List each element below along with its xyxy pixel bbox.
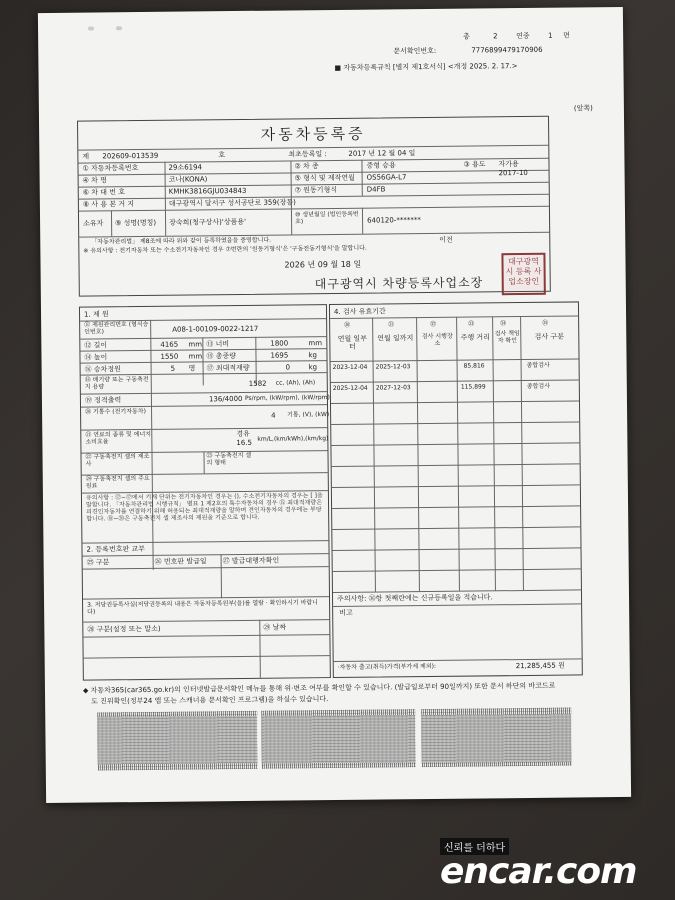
page-unit: 면 — [563, 31, 570, 40]
cert-no-value: 202609-013539 — [102, 151, 159, 161]
manufacture-date: 2017-10 — [498, 168, 528, 178]
owner-label: 소유자 — [83, 219, 104, 228]
power-label: ⑲ 정격출력 — [84, 396, 122, 405]
vin-label: ⑥ 차 대 번 호 — [82, 188, 126, 197]
plate-no-label: ① 자동차등록번호 — [82, 164, 139, 173]
model-date-label: ⑤ 형식 및 제작연월 — [294, 173, 355, 183]
height-value: 1550 — [160, 352, 179, 361]
official-seal: 대구광역시 등록 사업소장인 — [501, 253, 545, 295]
max-load-unit: kg — [308, 363, 318, 372]
height-label: ⑭ 높이 — [84, 353, 108, 362]
page-label: 연중 — [516, 31, 530, 41]
max-load-value: 0 — [285, 363, 291, 372]
length-unit: mm — [188, 340, 203, 349]
specs-title: 1. 제 원 — [83, 310, 109, 319]
encar-watermark — [440, 836, 637, 892]
fuel-value: 경유 — [236, 429, 250, 439]
vehicle-class-value: 중형 승용 — [366, 161, 396, 170]
issuer-name: 대구광역시 차량등록사업소장 — [314, 275, 484, 292]
insp-row2-from: 2025-12-04 — [332, 384, 368, 393]
certificate-title: 자동차등록증 — [260, 124, 366, 144]
efficiency-value: 16.5 — [236, 438, 253, 448]
seats-value: 5 — [170, 364, 176, 373]
model-value: OS56GA-L7 — [366, 173, 407, 182]
punch-hole — [88, 26, 94, 30]
cert-no-suffix: 호 — [218, 151, 226, 160]
displacement-unit: cc, (Ah), (Ah) — [275, 379, 316, 387]
length-value: 4165 — [160, 340, 179, 349]
plate-no-value: 29소6194 — [168, 163, 203, 172]
fuel-label: ㉑ 연료의 종류 및 에너지소비효율 — [85, 430, 152, 446]
insp-col-km-num: ㉝ — [468, 320, 475, 328]
price-value: 21,285,455 원 — [515, 661, 565, 671]
car-name-value: 코나(KONA) — [168, 175, 208, 184]
spec-id-label: ⑪ 제원관리번호 (형식승인번호) — [84, 320, 149, 336]
gross-weight-value: 1695 — [270, 351, 289, 360]
barcode-2 — [261, 709, 416, 769]
insp-col-who: 검사 책임자 확인 — [494, 330, 520, 345]
engine-type-label: ⑦ 원동기형식 — [294, 185, 338, 195]
certificate-box — [77, 116, 551, 297]
plate-col-type: ㉕ 구분 — [86, 558, 110, 567]
usage-value: 자가용 — [498, 160, 519, 169]
insp-row2-to: 2027-12-03 — [375, 384, 411, 392]
insp-col-type: 검사 구분 — [534, 332, 564, 341]
insp-col-who-num: ㉞ — [500, 320, 507, 328]
seats-unit: 명 — [188, 364, 196, 373]
gross-weight-label: ⑮ 총중량 — [206, 352, 237, 361]
cylinders-label: ⑳ 기통수 (전기자동차) — [85, 407, 146, 416]
efficiency-unit: km/L,(km/kWh),(km/kg) — [257, 435, 329, 443]
inspection-box — [329, 301, 583, 678]
first-reg-label: 최초등록일 : — [288, 150, 327, 159]
insp-row1-to: 2025-12-03 — [375, 363, 411, 371]
owner-name-value: 장숙희(청구상사)'상품용' — [169, 217, 247, 227]
displacement-label: ⑱ 배기량 또는 구동축전지 용량 — [84, 375, 149, 391]
owner-birth-label: ⑩ 생년월일 (법인등록번호) — [294, 210, 359, 226]
engine-type-value: D4FB — [366, 185, 386, 194]
first-reg-value: 2017 년 12 월 04 일 — [348, 149, 416, 158]
insp-row1-from: 2023-12-04 — [332, 363, 368, 372]
gross-weight-unit: kg — [308, 351, 318, 360]
cell-material-label: ㉔ 구동축전지 셀의 주요 원료 — [85, 474, 150, 490]
width-unit: mm — [308, 339, 323, 348]
owner-name-label: ⑨ 성명(명칭) — [115, 218, 157, 228]
price-label: ·자동차 출고(취득)가격(부가세 제외): — [337, 662, 437, 671]
page-value: 1 — [548, 31, 553, 40]
cylinders-unit: 기통, (V), (kW) — [287, 411, 330, 419]
vin-value: KMHK3816GJU034843 — [168, 186, 247, 196]
remarks-label: 비고 — [339, 608, 353, 617]
plate-col-agent: ㉗ 발급대행자확인 — [222, 556, 280, 566]
ev-notice: ※ 유의사항 : 전기자동차 또는 수소전기자동차인 경우 ⑦번란의 '원동기형식'은 '구동전동기형식'을 말합니다. — [83, 244, 367, 255]
insp-row2-type: 종합검사 — [526, 382, 551, 390]
insp-row1-type: 종합검사 — [526, 361, 550, 369]
insp-col-place: 검사 시행장소 — [421, 332, 453, 347]
insp-col-from: 연월 일부터 — [337, 334, 367, 351]
address-value: 대구광역시 달서구 성서공단로 359(장동) — [168, 198, 296, 208]
plate-col-date: ㉖ 번호판 발급일 — [154, 557, 207, 566]
barcode-1 — [97, 711, 258, 771]
lien-col-date: ㉙ 날짜 — [263, 623, 287, 632]
total-label: 총 — [463, 32, 470, 41]
insp-row2-km: 115,899 — [460, 383, 486, 391]
address-label: ⑧ 사 용 본 거 지 — [82, 200, 135, 209]
width-value: 1800 — [270, 339, 289, 348]
front-side: (앞쪽) — [573, 104, 593, 113]
owner-birth-value: 640120-******* — [367, 216, 421, 225]
total-value: 2 — [493, 32, 498, 41]
usage-label: ③ 용도 — [463, 160, 486, 169]
inspection-title: 4. 검사 유효기간 — [333, 307, 386, 316]
insp-col-type-num: ㉟ — [542, 319, 549, 327]
insp-col-place-num: ㉜ — [430, 320, 437, 328]
barcode-3 — [421, 708, 572, 768]
height-unit: mm — [188, 352, 203, 361]
max-load-label: ⑰ 최대적재량 — [206, 363, 250, 373]
doc-no: 7776899479170906 — [471, 45, 543, 55]
cell-maker-label: ㉒ 구동축전지 셀의 제조사 — [85, 452, 150, 468]
length-label: ⑫ 길이 — [84, 341, 108, 350]
vehicle-class-label: ② 차 종 — [294, 162, 319, 171]
verify-text-line1: ◆ 자동차365(car365.go.kr)의 인터넷발급문서확인 메뉴를 통해 위·변조 여부를 확인할 수 있습니다. (발급일로부터 90일까지) 또한 문서 하단의 바코드로 — [82, 681, 556, 695]
car-name-label: ④ 차 명 — [82, 176, 107, 185]
cylinders-value: 4 — [271, 411, 276, 420]
rule-text: ■ 자동차등록규칙 [별지 제1호서식] <개정 2025. 2. 17.> — [334, 62, 518, 72]
inspection-notice: 주의사항: ㊱항 첫째란에는 신규등록일을 적습니다. — [336, 593, 493, 603]
power-unit: Ps/rpm, (kW/rpm), (kW/rpm) — [244, 394, 330, 402]
transfer-label: 이전 — [439, 235, 453, 244]
issue-date: 2026 년 09 월 18 일 — [284, 259, 362, 270]
punch-hole — [116, 26, 122, 30]
insp-col-to-num: ㉛ — [388, 321, 395, 329]
specs-notice: 유의사항 : ⑫~⑰에서 기재 단위는 전기자동차인 경우는 (), 수소전기자동차의 경우는 [ ]을 말합니다. 「자동차관리법 시행규칙」 별표 1 제2호의 특수자동차의 경우 ⑮ 최대적재량은 피견인자동차를 연결하기 위해 허용되는 최대적재량을 말하며 견인자동차의 경우에는 부당합니다. ⑱~⑳은 구동축전지 셀 제조사의 제원을 기준으로 합니다. — [85, 492, 323, 523]
displacement-value: 1582 — [248, 379, 267, 388]
cert-no-label: 제 — [82, 152, 90, 161]
spec-id-value: A08-1-00109-0022-1217 — [172, 324, 259, 334]
lien-title: 3. 저당권등록사실(저당권등록의 내용은 자동차등록원부(을)를 열람 · 확인하시기 바랍니다) — [87, 599, 318, 616]
certify-note: 「자동차관리법」 제8조에 따라 위와 같이 등록하였음을 증명합니다. — [91, 236, 272, 246]
verify-text-line2: 도 진위확인(정부24 앱 또는 스캐너용 문서확인 프로그램)을 하실수 있습니다. — [91, 695, 329, 706]
registration-certificate-paper — [38, 7, 631, 803]
power-value: 136/4000 — [208, 394, 243, 404]
insp-row1-km: 85,816 — [463, 362, 485, 370]
insp-col-to: 연월 일까지 — [377, 334, 414, 343]
seats-label: ⑯ 승차정원 — [84, 365, 121, 374]
insp-col-from-num: ㉚ — [344, 321, 351, 329]
doc-no-label: 문서확인번호: — [393, 46, 437, 56]
cell-type-label: ㉓ 구동축전지 셀의 형태 — [206, 451, 252, 467]
encar-logo: encar.com — [440, 851, 637, 892]
width-label: ⑬ 너비 — [206, 340, 230, 349]
insp-col-km: 주행 거리 — [460, 333, 490, 342]
specs-box — [79, 304, 331, 681]
lien-col-type: ㉘ 구분(설정 또는 말소) — [87, 624, 161, 634]
plate-issue-title: 2. 등록번호판 교부 — [86, 544, 146, 554]
watermark-tagline: 신뢰를 더하다 — [440, 838, 509, 855]
